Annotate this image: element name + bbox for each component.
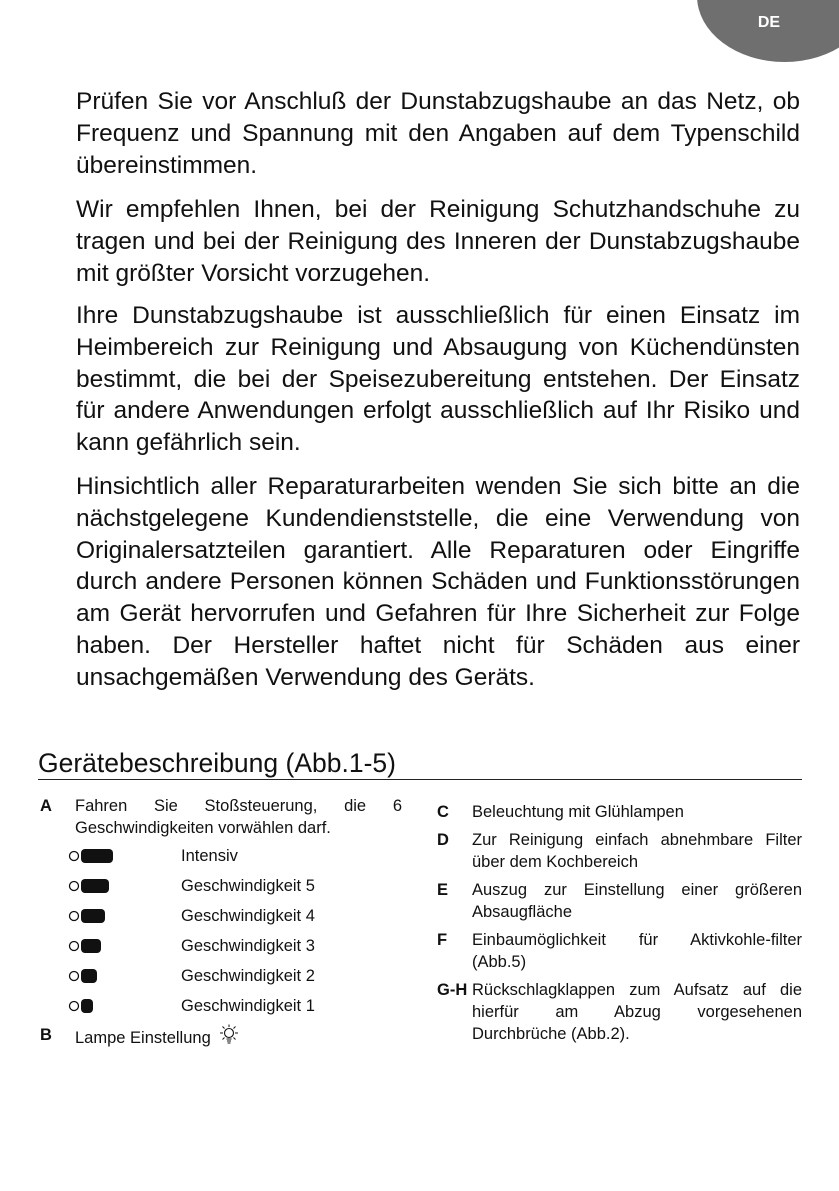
speed-label: Geschwindigkeit 5 xyxy=(181,877,315,895)
item-b-text xyxy=(75,1024,241,1052)
item-a-letter: A xyxy=(40,797,52,815)
speed-label: Geschwindigkeit 2 xyxy=(181,967,315,985)
language-label: DE xyxy=(757,14,781,31)
speed-level-icon xyxy=(68,997,128,1015)
paragraph-cleaning-gloves: Wir empfehlen Ihnen, bei der Reinigung Schutzhandschuhe zu tragen und bei der Reinigung des Inneren der Dunstabzugshaube mit größter Vorsicht vorzugehen. xyxy=(76,196,800,287)
item-f-letter: F xyxy=(437,931,448,949)
paragraph-connection-check: Prüfen Sie vor Anschluß der Dunstabzugshaube an das Netz, ob Frequenz und Spannung mit den Angaben auf dem Typenschild übereinstimmen. xyxy=(76,88,800,179)
item-d-text: Zur Reinigung einfach abnehmbare Filter über dem Kochbereich xyxy=(472,831,802,871)
speed-label: Geschwindigkeit 1 xyxy=(181,997,315,1015)
item-gh-letter: G-H xyxy=(437,981,468,999)
item-gh-text: Rückschlagklappen zum Aufsatz auf die hierfür am Abzug vorgesehenen Durchbrüche (Abb.2). xyxy=(472,981,802,1043)
speed-level-icon xyxy=(68,907,128,925)
item-d-letter: D xyxy=(437,831,449,849)
speed-label: Intensiv xyxy=(181,847,238,865)
item-a-text: Fahren Sie Stoßsteuerung, die 6 Geschwindigkeiten vorwählen darf. xyxy=(75,797,402,837)
speed-label: Geschwindigkeit 3 xyxy=(181,937,315,955)
section-title: Gerätebeschreibung (Abb.1-5) xyxy=(38,748,396,778)
item-f-text: Einbaumöglichkeit für Aktivkohle-filter (Abb.5) xyxy=(472,931,802,971)
paragraph-intended-use: Ihre Dunstabzugshaube ist ausschließlich für einen Einsatz im Heimbereich zur Reinigung und Absaugung von Küchendünsten bestimmt, die bei der Speisezubereitung entstehen. Der Einsatz für andere Anwendungen erfolgt ausschließlich auf Ihr Risiko und kann gefährlich sein. xyxy=(76,302,800,457)
light-bulb-icon xyxy=(217,1024,241,1052)
section-divider xyxy=(38,779,802,780)
speed-label: Geschwindigkeit 4 xyxy=(181,907,315,925)
speed-level-icon xyxy=(68,967,128,985)
speed-level-icon xyxy=(68,937,128,955)
item-c-letter: C xyxy=(437,803,449,821)
paragraph-repairs: Hinsichtlich aller Reparaturarbeiten wenden Sie sich bitte an die nächstgelegene Kundendienststelle, die eine Verwendung von Originalersatzteilen garantiert. Alle Reparaturen oder Eingriffe durch andere Personen können Schäden und Funktionsstörungen am Gerät hervorrufen und Gefahren für Ihre Sicherheit zur Folge haben. Der Hersteller haftet nicht für Schäden aus einer unsachgemäßen Verwendung des Geräts. xyxy=(76,473,800,691)
item-c-text: Beleuchtung mit Glühlampen xyxy=(472,803,684,821)
speed-level-icon xyxy=(68,847,128,865)
item-b-label: Lampe Einstellung xyxy=(75,1029,211,1047)
item-b-letter: B xyxy=(40,1026,52,1044)
speed-level-icon xyxy=(68,877,128,895)
item-e-text: Auszug zur Einstellung einer größeren Absaugfläche xyxy=(472,881,802,921)
item-e-letter: E xyxy=(437,881,449,899)
